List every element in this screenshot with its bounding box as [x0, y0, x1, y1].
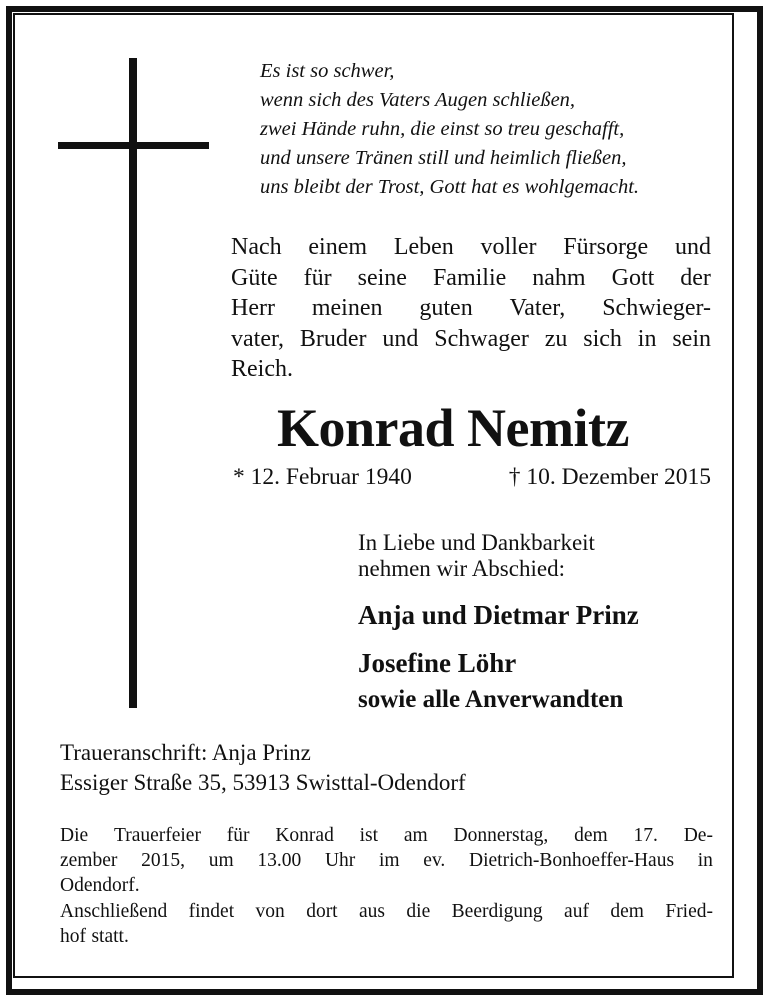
service-line — [60, 924, 713, 949]
word: Dietrich-Bonhoeffer-Haus — [469, 850, 675, 872]
word: Familie — [432, 264, 507, 291]
word: voller — [480, 234, 537, 260]
word: die — [406, 900, 431, 922]
word: Schwieger- — [602, 295, 711, 321]
word: Nach — [231, 234, 282, 260]
address-line: Essiger Straße 35, 53913 Swisttal-Odendorf — [60, 770, 466, 795]
life-dates — [233, 462, 711, 492]
poem-line: und unsere Tränen still und heimlich fließen, — [260, 147, 627, 169]
mourner-relatives: sowie alle Anverwandten — [358, 686, 624, 713]
word: nahm — [532, 264, 586, 291]
word: im — [378, 850, 400, 872]
word: Schwager — [434, 325, 529, 352]
word: aus — [359, 900, 386, 922]
farewell-line: In Liebe und Dankbarkeit — [358, 530, 595, 555]
word: Fried- — [665, 900, 713, 922]
word: Die — [60, 825, 89, 846]
word: für — [226, 825, 250, 846]
word: vater, — [231, 325, 285, 352]
word: 17. — [633, 825, 658, 846]
poem-line: uns bleibt der Trost, Gott hat es wohlgemacht. — [260, 176, 640, 198]
word: De- — [683, 825, 713, 846]
word: Reich. — [231, 356, 293, 382]
cross-icon-crossbar — [58, 142, 209, 149]
word: von — [255, 900, 285, 922]
poem-line: Es ist so schwer, — [260, 60, 395, 82]
word: sich — [583, 325, 622, 352]
word: in — [697, 850, 713, 872]
word: und — [382, 325, 419, 352]
word: hof — [60, 925, 86, 947]
intro-line — [231, 324, 711, 355]
word: dort — [306, 900, 338, 922]
service-line — [60, 823, 713, 848]
service-line — [60, 899, 713, 924]
death-date: † 10. Dezember 2015 — [508, 464, 711, 490]
service-line — [60, 848, 713, 873]
service-line — [60, 873, 713, 898]
poem-line: zwei Hände ruhn, die einst so treu geschafft, — [260, 118, 625, 140]
address-line: Traueranschrift: Anja Prinz — [60, 740, 311, 765]
intro-line — [231, 354, 711, 385]
word: seine — [357, 264, 407, 291]
intro-line — [231, 232, 711, 263]
word: zu — [544, 325, 568, 352]
word: findet — [188, 900, 235, 922]
word: Beerdigung — [451, 900, 543, 922]
poem-line: wenn sich des Vaters Augen schließen, — [260, 89, 576, 111]
word: meinen — [311, 295, 383, 321]
word: zember — [60, 850, 118, 872]
word: Odendorf. — [60, 875, 140, 897]
word: am — [403, 825, 428, 846]
intro-line — [231, 293, 711, 324]
intro-line — [231, 263, 711, 294]
poem — [260, 57, 730, 202]
word: einem — [308, 234, 368, 260]
word: Trauerfeier — [113, 825, 201, 846]
farewell-text — [358, 530, 595, 582]
word: 13.00 — [257, 850, 302, 872]
word: sein — [672, 325, 711, 352]
word: Konrad — [275, 825, 334, 846]
word: dem — [574, 825, 608, 846]
word: guten — [419, 295, 473, 321]
deceased-name: Konrad Nemitz — [277, 398, 629, 458]
intro-text — [231, 232, 711, 385]
word: ist — [359, 825, 379, 846]
word: der — [680, 264, 711, 291]
word: und — [674, 234, 711, 260]
word: Uhr — [324, 850, 356, 872]
mourner-name: Anja und Dietmar Prinz — [358, 600, 639, 630]
word: ev. — [423, 850, 446, 872]
word: Bruder — [299, 325, 367, 352]
word: um — [208, 850, 234, 872]
word: Gott — [611, 264, 655, 291]
word: Herr — [231, 295, 275, 321]
word: für — [303, 264, 332, 291]
word: Güte — [231, 264, 278, 291]
cross-icon — [129, 58, 137, 708]
word: in — [637, 325, 657, 352]
farewell-line: nehmen wir Abschied: — [358, 556, 565, 581]
mourning-address — [60, 738, 466, 798]
word: Anschließend — [60, 900, 168, 922]
mourner-name: Josefine Löhr — [358, 648, 517, 678]
birth-date: * 12. Februar 1940 — [233, 464, 412, 490]
funeral-service-text — [60, 823, 713, 949]
word: 2015, — [141, 850, 185, 872]
word: dem — [610, 900, 644, 922]
word: Leben — [393, 234, 454, 260]
word: statt. — [91, 925, 129, 947]
word: Vater, — [509, 295, 566, 321]
word: Fürsorge — [563, 234, 649, 260]
word: auf — [564, 900, 589, 922]
word: Donnerstag, — [453, 825, 549, 846]
